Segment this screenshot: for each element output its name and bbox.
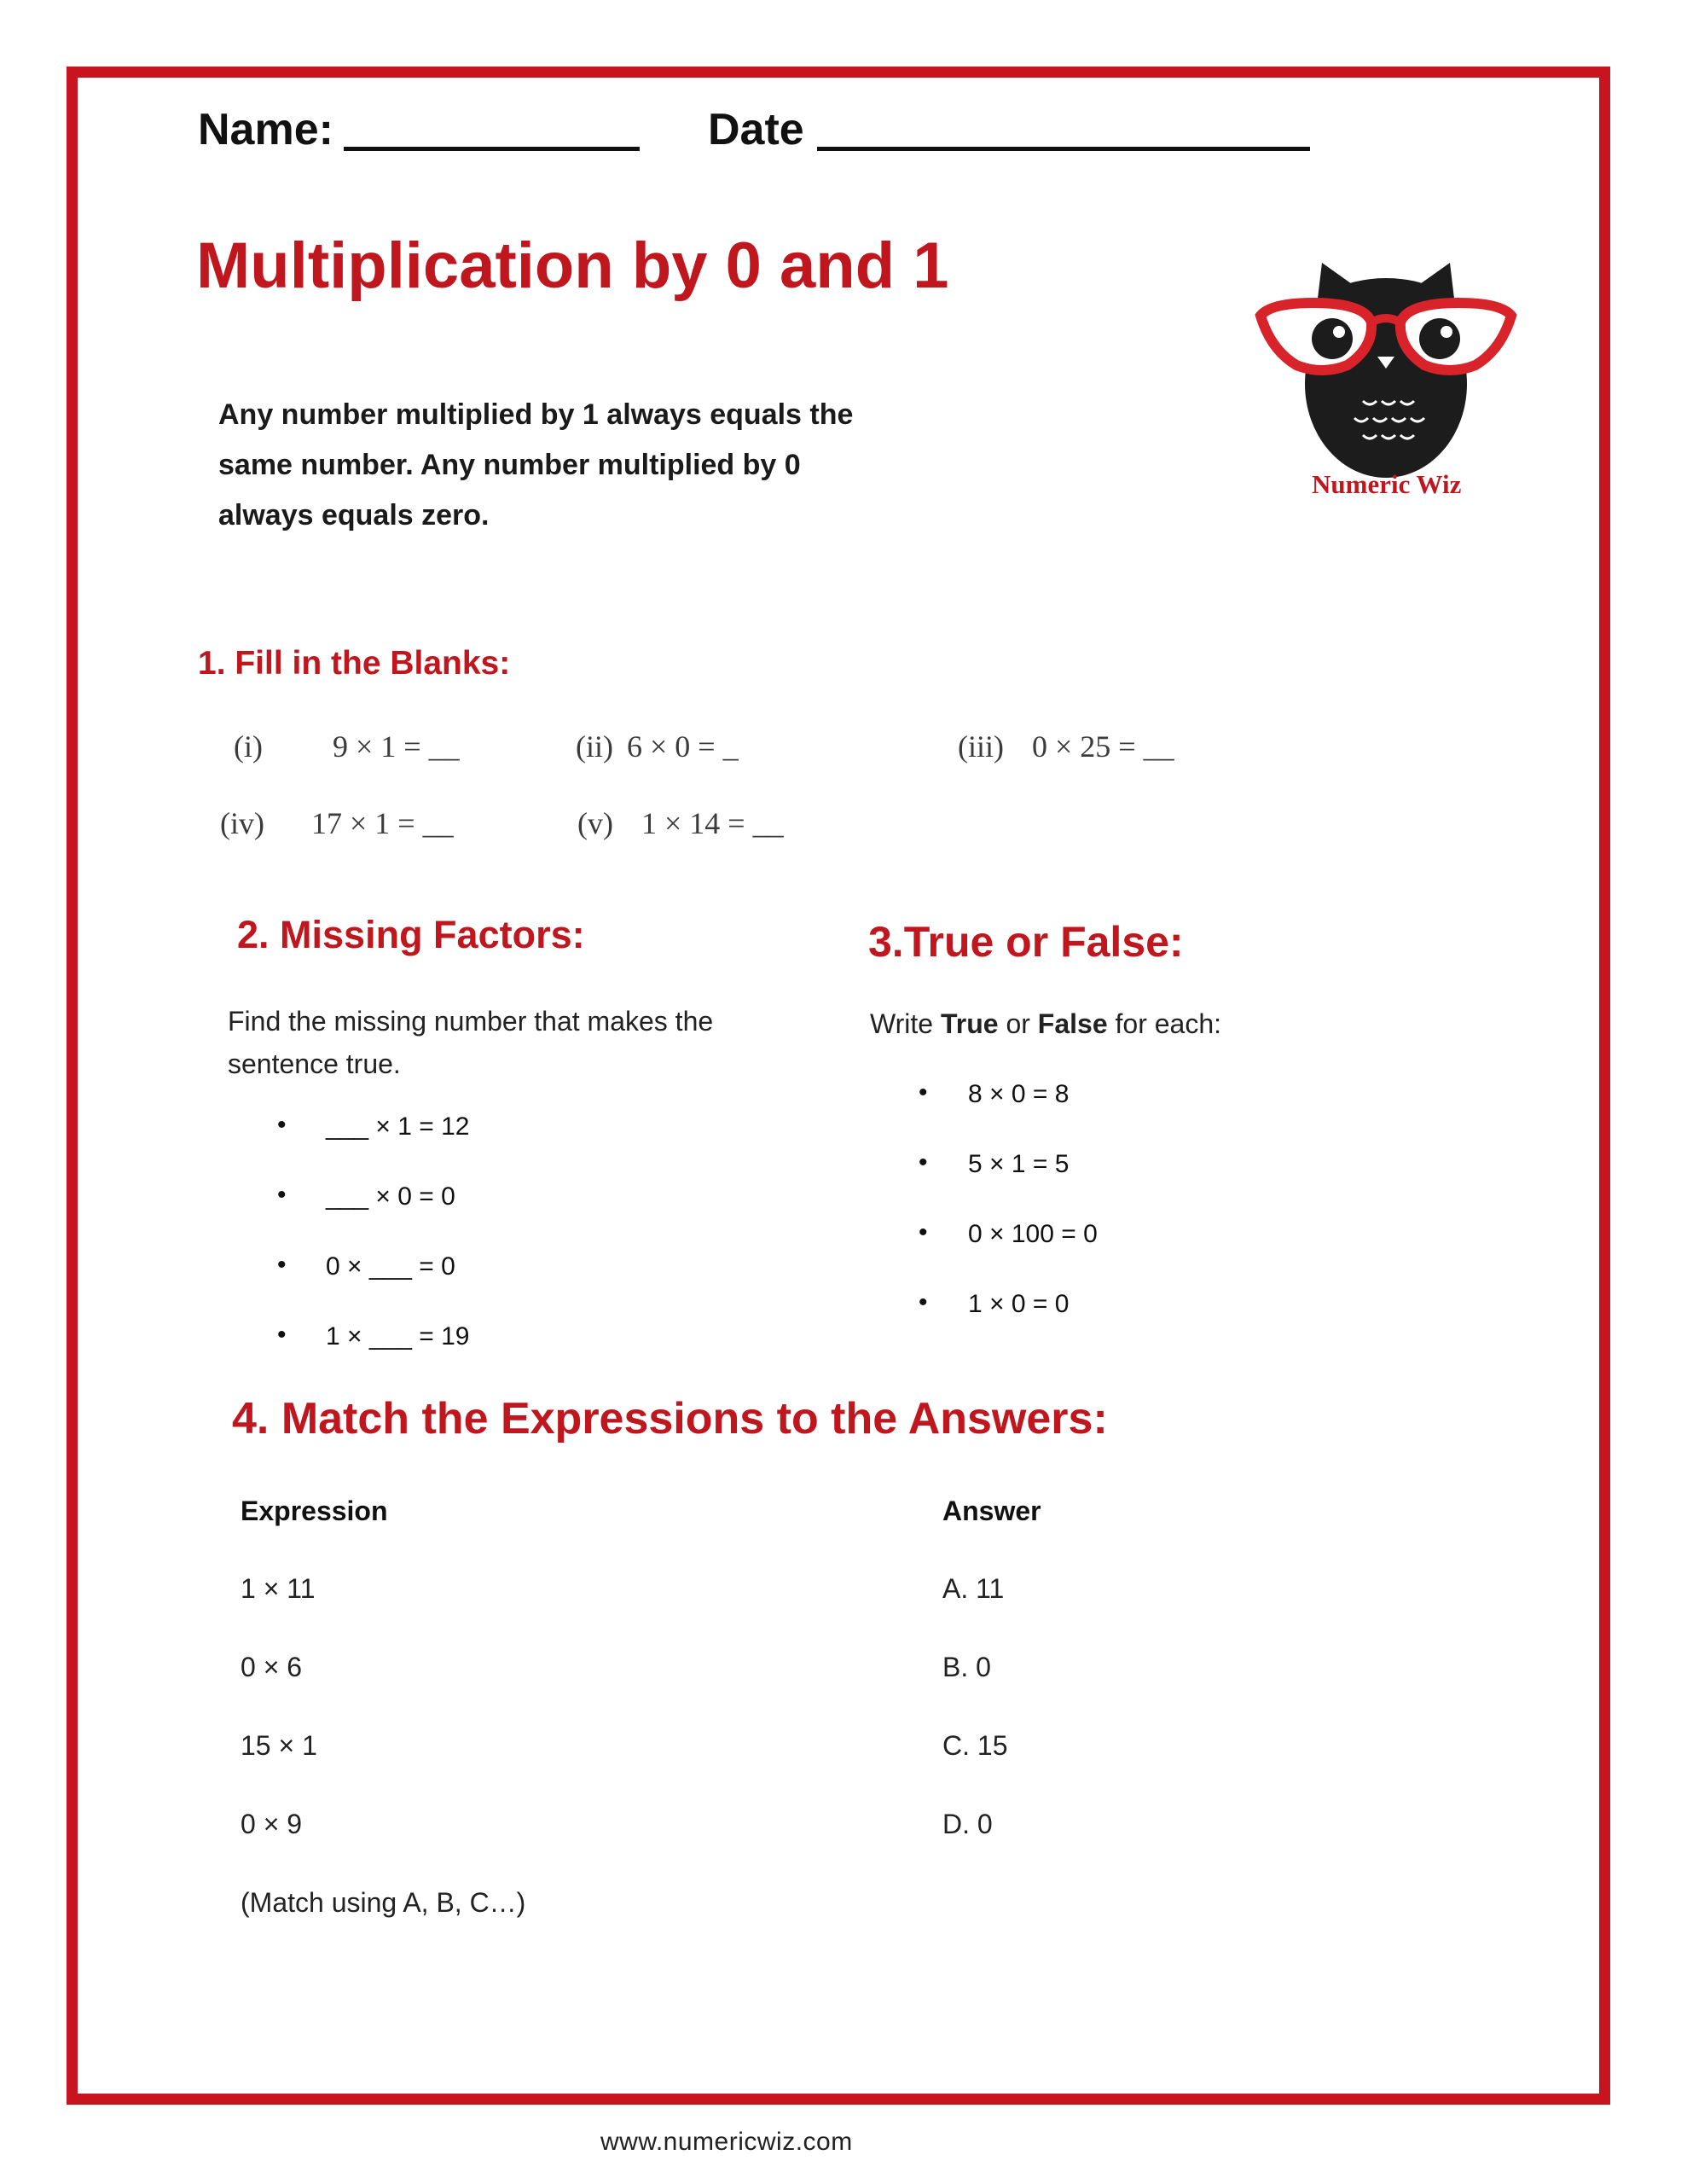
bullet-dot: • [919,1148,928,1176]
section-2-title: 2. Missing Factors: [237,913,585,956]
missing-factor-item: ___ × 1 = 12 [326,1112,470,1141]
intro-text [218,390,853,541]
desc-true: True [940,1008,999,1039]
numeric-wiz-logo [1254,256,1518,512]
intro-line: always equals zero. [218,499,490,531]
match-answer: A. 11 [942,1573,1005,1604]
fill-item-expr: 1 × 14 = __ [641,806,784,840]
true-false-item: 1 × 0 = 0 [968,1290,1070,1318]
match-expression: 0 × 9 [241,1809,303,1839]
match-expression: 15 × 1 [241,1730,317,1761]
match-expression: 1 × 11 [241,1573,316,1604]
fill-item-num: (iii) [958,729,1004,764]
match-answer: B. 0 [942,1652,991,1682]
fill-item-expr: 0 × 25 = __ [1032,729,1174,764]
fill-item-num: (v) [577,806,613,840]
missing-factor-item: ___ × 0 = 0 [326,1182,455,1211]
name-blank-line[interactable] [344,147,640,151]
bullet-dot: • [919,1218,928,1246]
fill-item-expr: 9 × 1 = __ [333,729,460,764]
fill-item-expr: 6 × 0 = _ [627,729,739,764]
column-header-expression: Expression [241,1496,388,1526]
true-false-item: 5 × 1 = 5 [968,1150,1070,1178]
missing-factor-item: 0 × ___ = 0 [326,1252,455,1281]
section-1-title: 1. Fill in the Blanks: [198,645,511,682]
section-3-title: 3.True or False: [868,918,1184,966]
date-blank-line[interactable] [817,147,1310,151]
match-answer: C. 15 [942,1730,1008,1761]
bullet-dot: • [277,1251,287,1279]
bullet-dot: • [919,1288,928,1316]
bullet-dot: • [277,1321,287,1349]
section-3-description [870,1008,1221,1040]
desc-or: or [998,1008,1038,1039]
intro-line: same number. Any number multiplied by 0 [218,449,801,481]
fill-item-num: (ii) [576,729,613,764]
match-answer: D. 0 [942,1809,993,1839]
fill-item-num: (iv) [220,806,264,840]
true-false-item: 8 × 0 = 8 [968,1080,1070,1108]
desc-suffix: for each: [1107,1008,1222,1039]
footer-url[interactable]: www.numericwiz.com [600,2128,853,2156]
section-4-title: 4. Match the Expressions to the Answers: [232,1394,1108,1443]
section-2-description [228,1000,713,1085]
description-line: Find the missing number that makes the [228,1006,714,1037]
missing-factor-item: 1 × ___ = 19 [326,1322,470,1350]
desc-false: False [1037,1008,1108,1039]
intro-line: Any number multiplied by 1 always equals the [218,398,854,431]
true-false-item: 0 × 100 = 0 [968,1220,1098,1248]
description-line: sentence true. [228,1048,401,1079]
bullet-dot: • [919,1078,928,1107]
name-label: Name: [198,105,333,154]
date-label: Date [708,105,804,154]
page-title: Multiplication by 0 and 1 [196,229,949,302]
match-instruction-note: (Match using A, B, C…) [241,1887,526,1918]
desc-prefix: Write [870,1008,941,1039]
column-header-answer: Answer [942,1496,1041,1526]
bullet-dot: • [277,1111,287,1139]
bullet-dot: • [277,1181,287,1209]
logo-text: Numeric Wiz [1312,469,1462,499]
match-expression: 0 × 6 [241,1652,303,1682]
fill-item-num: (i) [234,729,263,764]
fill-item-expr: 17 × 1 = __ [311,806,454,840]
